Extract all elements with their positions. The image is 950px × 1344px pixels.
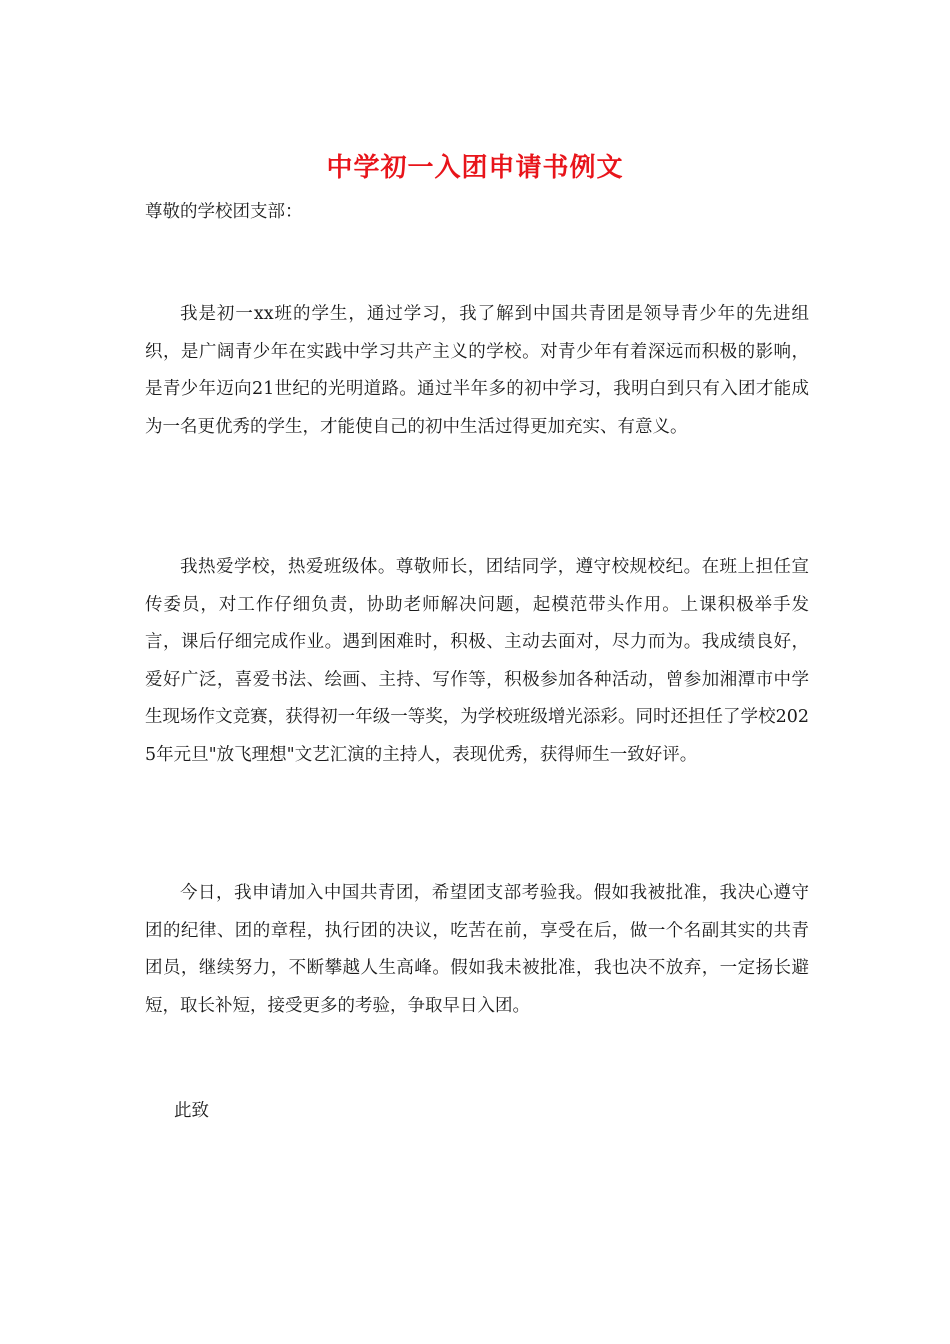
paragraph-performance: 我热爱学校，热爱班级体。尊敬师长，团结同学，遵守校规校纪。在班上担任宣传委员，对工作仔细负责，协助老师解决问题，起模范带头作用。上课积极举手发言，课后仔细完成作业。遇到困难时，积极、主动去面对，尽力而为。我成绩良好，爱好广泛，喜爱书法、绘画、主持、写作等，积极参加各种活动，曾参加湘潭市中学生现场作文竞赛，获得初一年级一等奖，为学校班级增光添彩。同时还担任了学校2025年元旦"放飞理想"文艺汇演的主持人，表现优秀，获得师生一致好评。 bbox=[145, 557, 809, 765]
document-title: 中学初一入团申请书例文 bbox=[326, 153, 624, 183]
paragraph-introduction: 我是初一xx班的学生，通过学习，我了解到中国共青团是领导青少年的先进组织，是广阔青少年在实践中学习共产主义的学校。对青少年有着深远而积极的影响，是青少年迈向21世纪的光明道路。通过半年多的初中学习，我明白到只有入团才能成为一名更优秀的学生，才能使自己的初中生活过得更加充实、有意义。 bbox=[145, 304, 809, 437]
salutation: 尊敬的学校团支部： bbox=[145, 202, 303, 222]
closing-salutation: 此致 bbox=[174, 1101, 209, 1121]
paragraph-application: 今日，我申请加入中国共青团，希望团支部考验我。假如我被批准，我决心遵守团的纪律、团的章程，执行团的决议，吃苦在前，享受在后，做一个名副其实的共青团员，继续努力，不断攀越人生高峰。假如我未被批准，我也决不放弃，一定扬长避短，取长补短，接受更多的考验，争取早日入团。 bbox=[145, 883, 809, 1016]
